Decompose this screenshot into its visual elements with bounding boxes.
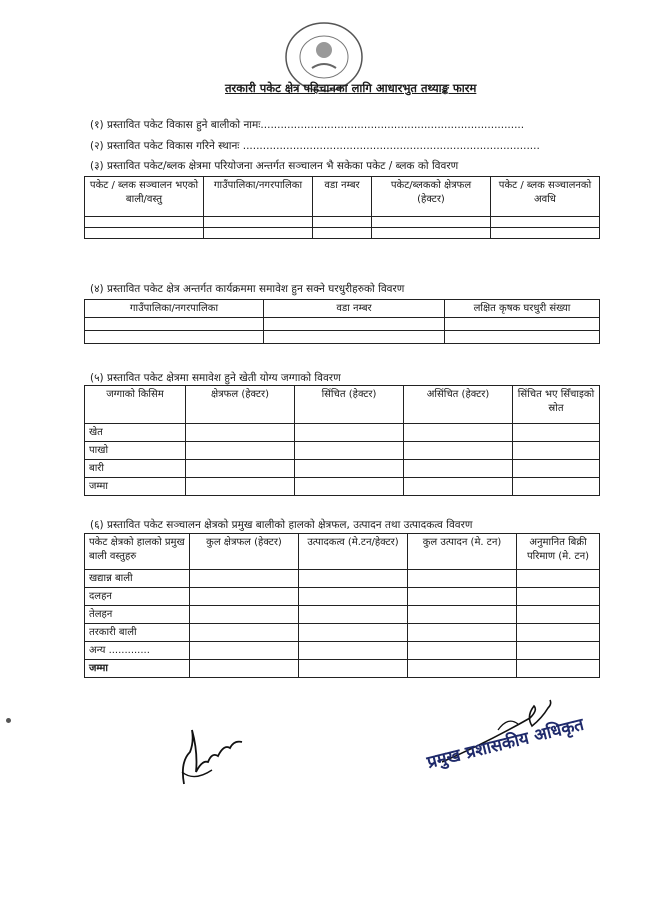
- form-title: तरकारी पकेट क्षेत्र पहिचानका लागि आधारभुत तथ्याङ्क फारम: [225, 81, 477, 95]
- officer-stamp: प्रमुख प्रशासकीय अधिकृत: [425, 714, 586, 773]
- t3-header: क्षेत्रफल (हेक्टर): [186, 386, 295, 424]
- t1-header: पकेट / ब्लक सञ्चालन भएको बाली/वस्तु: [85, 177, 204, 217]
- row-label: खेत: [85, 424, 186, 442]
- row-label: खद्यान्न बाली: [85, 570, 190, 588]
- t2-header: वडा नम्बर: [264, 300, 445, 318]
- row-label: बारी: [85, 460, 186, 478]
- left-signature: [172, 722, 252, 792]
- table-row: [85, 570, 600, 588]
- question-3: (३) प्रस्तावित पकेट/ब्लक क्षेत्रमा परियोजना अन्तर्गत सञ्चालन भै सकेका पकेट / ब्लक को विवरण: [90, 160, 459, 172]
- table-row: [85, 217, 600, 228]
- question-4: (४) प्रस्तावित पकेट क्षेत्र अन्तर्गत कार्यक्रममा समावेश हुन सक्ने घरधुरीहरुको विवरण: [90, 283, 405, 295]
- t1-header: पकेट/ब्लकको क्षेत्रफल (हेक्टर): [372, 177, 491, 217]
- t4-header: उत्पादकत्व (मे.टन/हेक्टर): [299, 534, 408, 570]
- question-5: (५) प्रस्तावित पकेट क्षेत्रमा समावेश हुने खेती योग्य जग्गाको विवरण: [90, 372, 341, 384]
- row-label: जम्मा: [85, 660, 190, 678]
- row-label: तरकारी बाली: [85, 624, 190, 642]
- table-row: [85, 424, 600, 442]
- t4-header: कुल क्षेत्रफल (हेक्टर): [190, 534, 299, 570]
- row-label: अन्य .............: [85, 642, 190, 660]
- t3-header: सिंचित भए सिँचाइको स्रोत: [513, 386, 600, 424]
- row-label: दलहन: [85, 588, 190, 606]
- table-row: [85, 318, 600, 331]
- scan-mark: [6, 718, 11, 723]
- t4-header: पकेट क्षेत्रको हालको प्रमुख बाली वस्तुहरु: [85, 534, 190, 570]
- t2-header: लक्षित कृषक घरधुरी संख्या: [445, 300, 600, 318]
- t2-header: गाउँपालिका/नगरपालिका: [85, 300, 264, 318]
- table-households: [84, 299, 600, 344]
- table-row: [85, 642, 600, 660]
- t3-header: असिंचित (हेक्टर): [404, 386, 513, 424]
- t3-header: जग्गाको किसिम: [85, 386, 186, 424]
- t1-header: पकेट / ब्लक सञ्चालनको अवधि: [491, 177, 600, 217]
- table-row: [85, 442, 600, 460]
- table-row: [85, 460, 600, 478]
- row-label: पाखो: [85, 442, 186, 460]
- t1-header: गाउँपालिका/नगरपालिका: [204, 177, 313, 217]
- t1-header: वडा नम्बर: [313, 177, 372, 217]
- table-land: [84, 385, 600, 496]
- table-crops: [84, 533, 600, 678]
- t4-header: कुल उत्पादन (मे. टन): [408, 534, 517, 570]
- row-label: जम्मा: [85, 478, 186, 496]
- question-6: (६) प्रस्तावित पकेट सञ्चालन क्षेत्रको प्रमुख बालीको हालको क्षेत्रफल, उत्पादन तथा उत्पादकत्व विवरण: [90, 519, 473, 531]
- table-row: [85, 660, 600, 678]
- table-row: [85, 478, 600, 496]
- table-row: [85, 588, 600, 606]
- question-2: (२) प्रस्तावित पकेट विकास गरिने स्थानः .........................................................................................: [90, 140, 540, 152]
- table-existing-pockets: [84, 176, 600, 239]
- table-row: [85, 624, 600, 642]
- row-label: तेलहन: [85, 606, 190, 624]
- t4-header: अनुमानित बिक्री परिमाण (मे. टन): [517, 534, 600, 570]
- table-row: [85, 606, 600, 624]
- t3-header: सिंचित (हेक्टर): [295, 386, 404, 424]
- table-row: [85, 228, 600, 239]
- question-1: (१) प्रस्तावित पकेट विकास हुने बालीको नामः...............................................................................: [90, 119, 525, 131]
- table-row: [85, 331, 600, 344]
